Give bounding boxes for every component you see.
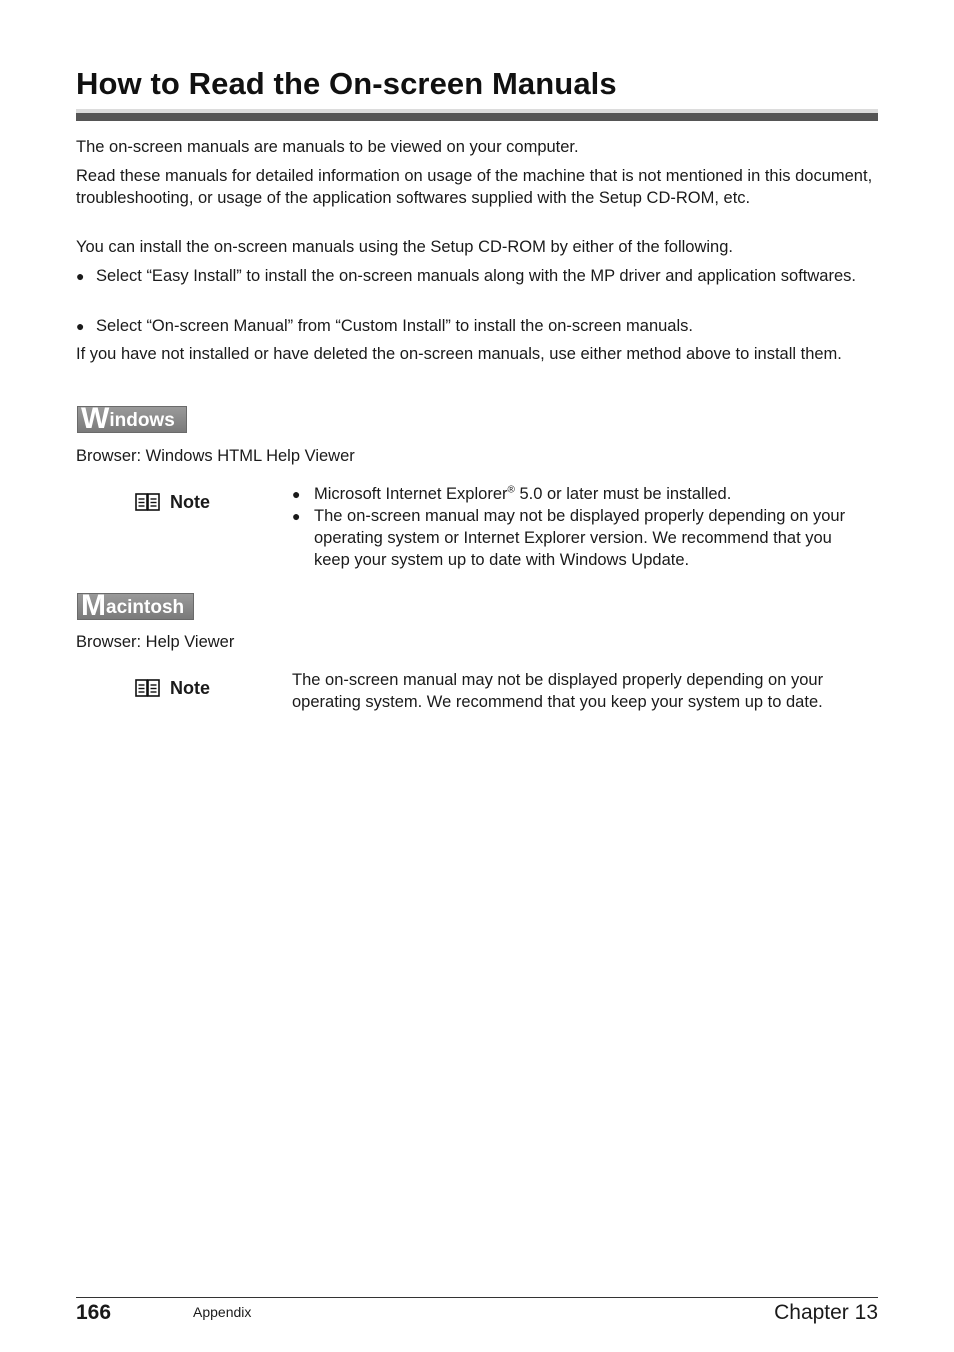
- windows-browser-label: Browser: Windows HTML Help Viewer: [76, 447, 355, 465]
- macintosh-note-text: The on-screen manual may not be displayed properly depending on your operating system. We recommend that you keep your system up to date.: [292, 671, 824, 711]
- bullet-icon: ●: [292, 508, 301, 524]
- page-title: How to Read the On-screen Manuals: [76, 66, 617, 101]
- intro-paragraph-3: You can install the on-screen manuals using the Setup CD-ROM by either of the following.: [76, 238, 733, 256]
- macintosh-badge: M acintosh: [77, 593, 194, 620]
- list-item: [76, 315, 866, 337]
- footer-section-name: Appendix: [193, 1304, 252, 1320]
- windows-note-list: [292, 483, 872, 571]
- page-number: 166: [76, 1301, 112, 1324]
- intro-paragraph-4: If you have not installed or have deleted the on-screen manuals, use either method above to install them.: [76, 345, 842, 363]
- list-item-text: Select “Easy Install” to install the on-screen manuals along with the MP driver and application softwares.: [96, 267, 856, 285]
- intro-paragraph-1: The on-screen manuals are manuals to be viewed on your computer.: [76, 138, 579, 156]
- list-item-text: Select “On-screen Manual” from “Custom Install” to install the on-screen manuals.: [96, 317, 693, 335]
- footer-divider: [76, 1297, 878, 1298]
- macintosh-browser-label: Browser: Help Viewer: [76, 633, 235, 651]
- windows-note-label: Note: [135, 492, 210, 513]
- bullet-icon: ●: [76, 318, 85, 334]
- book-icon: [135, 679, 160, 698]
- list-item: ● Microsoft Internet Explorer® 5.0 or later must be installed.: [292, 484, 732, 503]
- bullet-icon: ●: [76, 268, 85, 284]
- intro-paragraph-2: Read these manuals for detailed information on usage of the machine that is not mentioned in this document, troubleshooting, or usage of the application softwares supplied with the Setup CD-ROM, etc.: [76, 167, 873, 207]
- windows-badge: W indows: [77, 406, 187, 433]
- title-divider: [76, 109, 878, 121]
- bullet-icon: ●: [292, 486, 301, 502]
- book-icon: [135, 493, 160, 512]
- list-item: [76, 265, 866, 287]
- macintosh-note-label: Note: [135, 678, 210, 699]
- list-item: ● The on-screen manual may not be displayed properly depending on your operating system or Internet Explorer version. We recommend that you keep your system up to date with Windows Update.: [292, 507, 846, 569]
- footer-chapter: Chapter 13: [774, 1301, 878, 1324]
